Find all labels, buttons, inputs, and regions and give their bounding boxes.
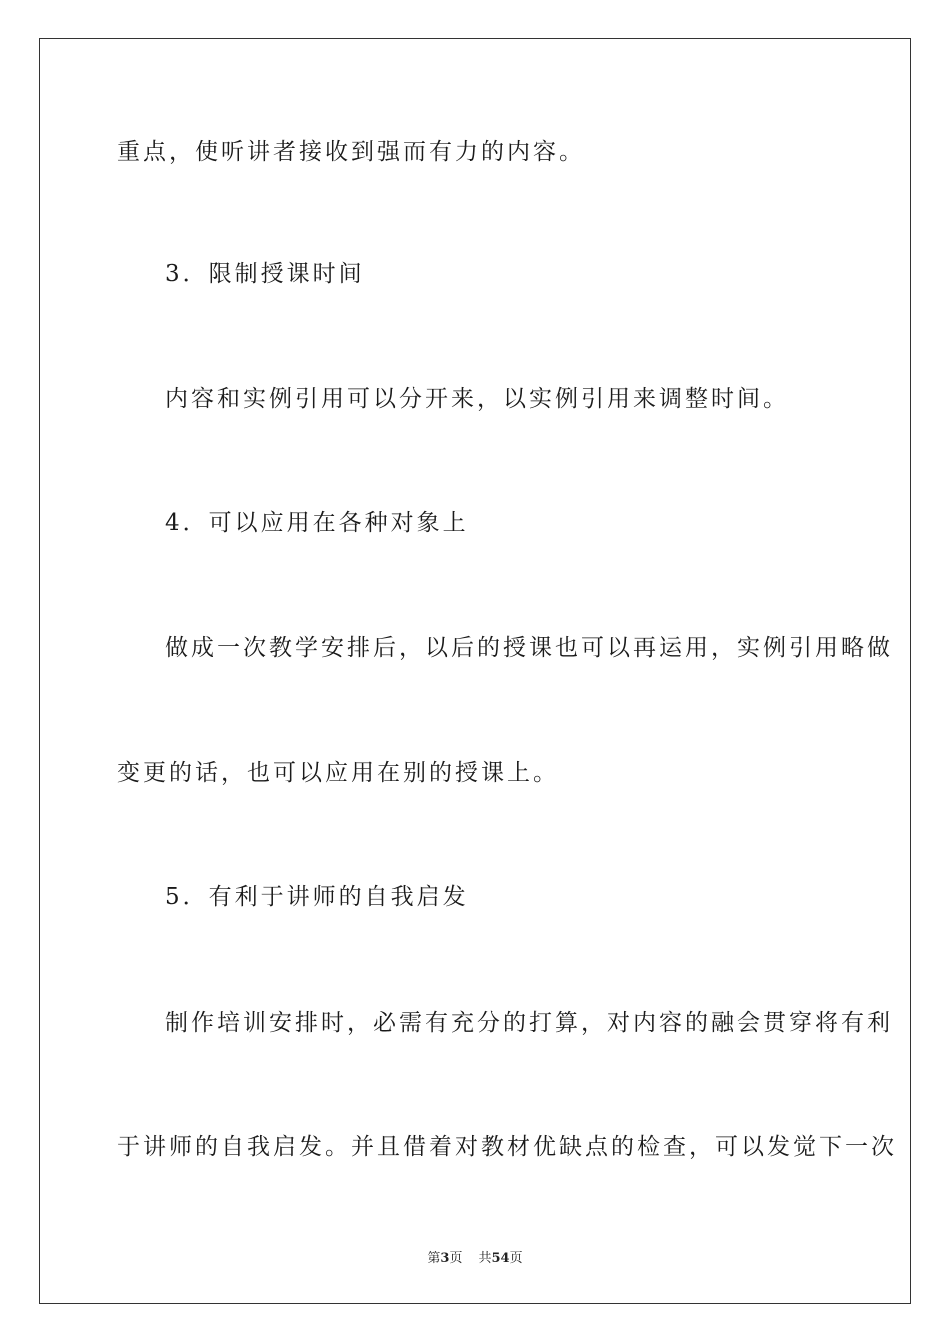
- page-footer: [0, 1247, 950, 1266]
- paragraph-line: 于讲师的自我启发。并且借着对教材优缺点的检查，可以发觉下一次: [117, 1134, 897, 1160]
- paragraph-line: 做成一次教学安排后，以后的授课也可以再运用，实例引用略做: [165, 635, 893, 661]
- section-heading: 3．限制授课时间: [165, 261, 365, 287]
- page-border: [39, 38, 911, 1304]
- section-heading: 5．有利于讲师的自我启发: [165, 884, 469, 910]
- paragraph-line: 制作培训安排时，必需有充分的打算，对内容的融会贯穿将有利: [165, 1010, 893, 1036]
- section-heading: 4．可以应用在各种对象上: [165, 510, 469, 536]
- footer-page-number: 3: [440, 1251, 450, 1266]
- footer-total-prefix: 共: [478, 1251, 492, 1266]
- paragraph-line: 内容和实例引用可以分开来，以实例引用来调整时间。: [165, 386, 789, 412]
- paragraph-line: 重点，使听讲者接收到强而有力的内容。: [117, 139, 585, 165]
- footer-page-prefix: 第: [427, 1251, 441, 1266]
- paragraph-line: 变更的话，也可以应用在别的授课上。: [117, 760, 559, 786]
- footer-total-pages: 54: [491, 1251, 510, 1266]
- footer-total-suffix: 页: [509, 1251, 523, 1266]
- footer-page-suffix: 页: [449, 1251, 463, 1266]
